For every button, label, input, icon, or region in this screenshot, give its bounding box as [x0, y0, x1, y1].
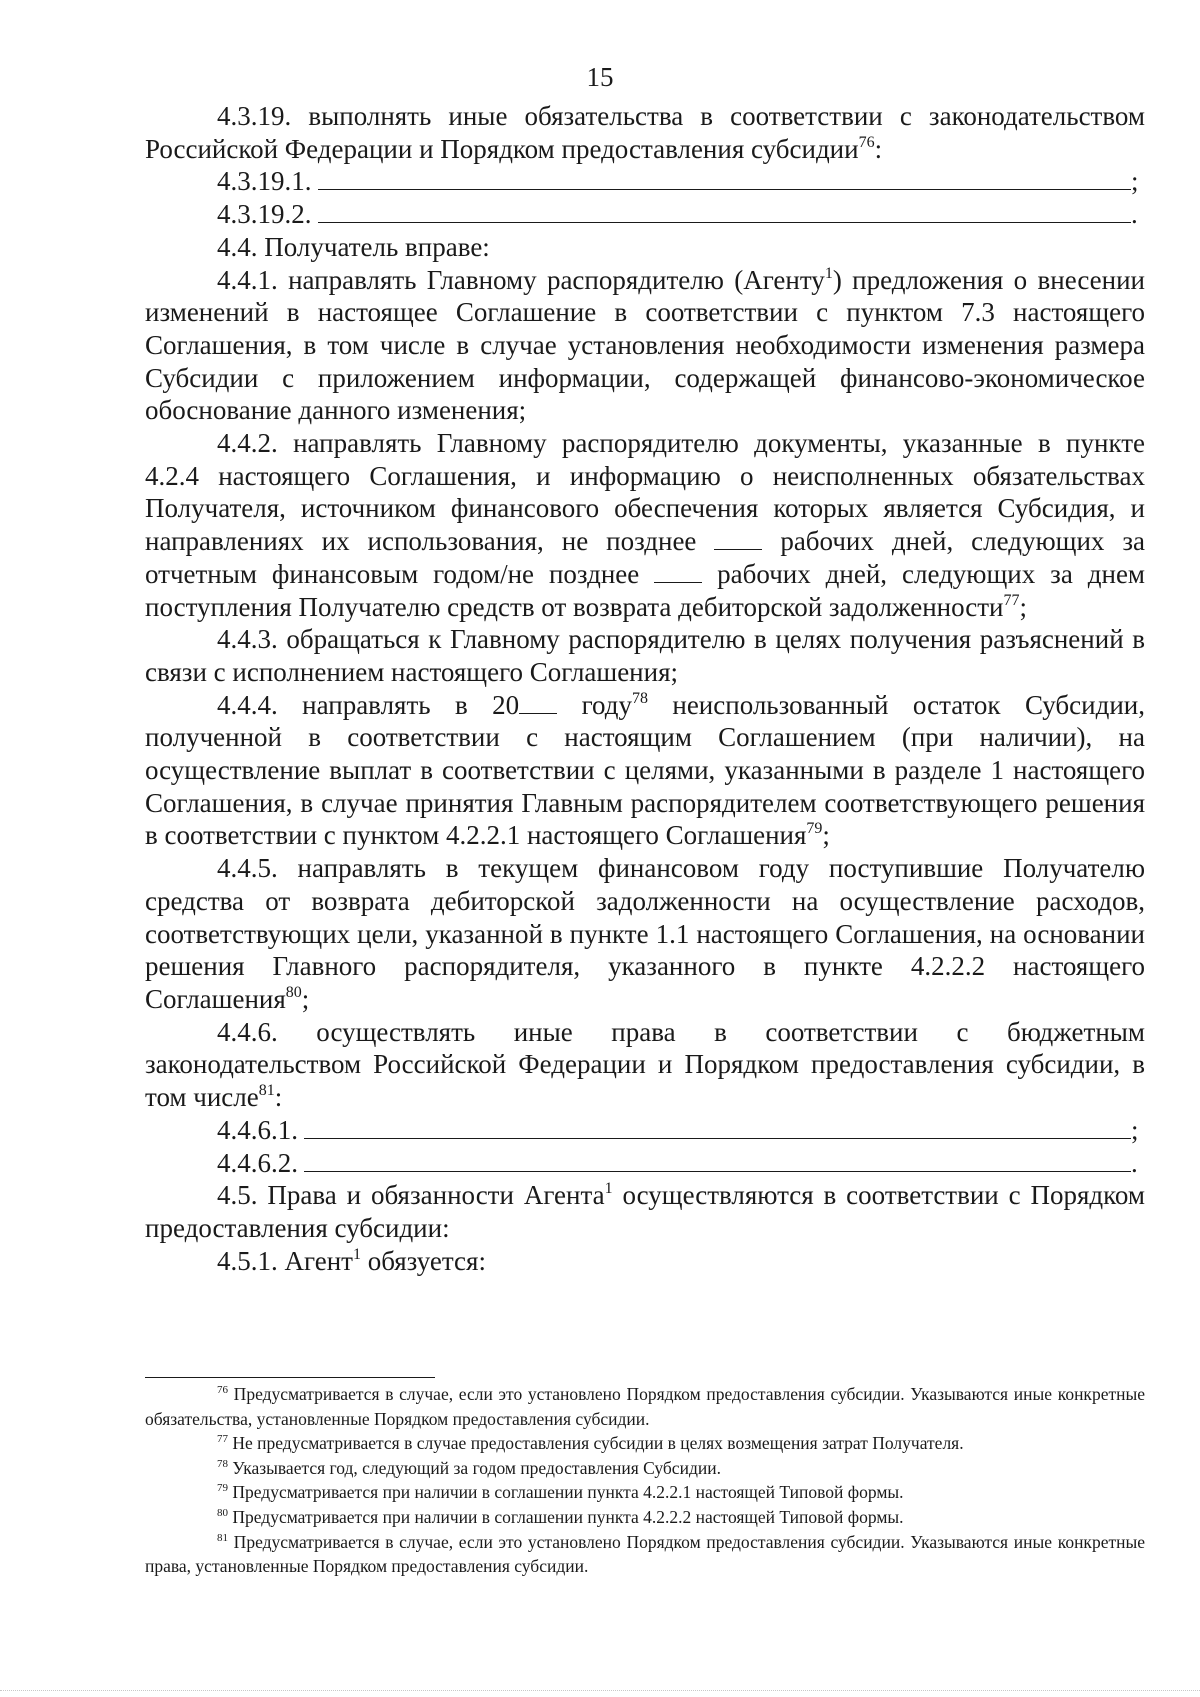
blank-line-4-4-6-2: 4.4.6.2. .: [217, 1147, 1138, 1178]
blank-fill: [304, 1151, 1131, 1172]
footnote-80: $^{80}$ Предусматривается при наличии в соглашении пункта 4.2.2.2 настоящей Типовой формы.: [217, 1506, 904, 1527]
paragraph-4-4-3: 4.4.3. обращаться к Главному распорядителю в целях получения разъяснений в связи с исполнением настоящего Соглашения;: [145, 624, 1145, 687]
blank-fill: [318, 169, 1132, 190]
footnote-81: $^{81}$ Предусматривается в случае, если это установлено Порядком предоставления субсидии. Указываются иные конкретные права, установленные Порядком предоставления субсидии.: [145, 1531, 1145, 1577]
paragraph-4-4: 4.4. Получатель вправе:: [217, 231, 490, 262]
footnote-ref-78: 78: [631, 689, 648, 707]
blank-fill: [318, 202, 1132, 223]
blank-fill: [304, 1118, 1131, 1139]
footnote-ref-1: 1: [824, 264, 833, 282]
paragraph-4-5-1: 4.5.1. Агент$^1$ обязуется:: [217, 1245, 486, 1276]
paragraph-4-4-4: 4.4.4. направлять в 20 году$^{78}$ неиспользованный остаток Субсидии, полученной в соответствии с настоящим Соглашением (при наличии), на осуществление выплат в соответствии с целями, указанными в разделе 1 настоящего Соглашения, в случае принятия Главным распорядителем соответствующего решения в соответствии с пунктом 4.2.2.1 настоящего Соглашения$^{79}$;: [145, 689, 1145, 851]
page-number: 15: [586, 62, 614, 92]
footnote-79: $^{79}$ Предусматривается при наличии в соглашении пункта 4.2.2.1 настоящей Типовой формы.: [217, 1482, 904, 1503]
blank-year: [519, 695, 557, 714]
paragraph-4-4-5: 4.4.5. направлять в текущем финансовом году поступившие Получателю средства от возврата дебиторской задолженности на осуществление расходов, соответствующих цели, указанной в пункте 1.1 настоящего Соглашения, на основании решения Главного распорядителя, указанного в пункте 4.2.2.2 настоящего Соглашения$^{80}$;: [145, 853, 1145, 1014]
blank-line-4-3-19-2: 4.3.19.2. .: [217, 199, 1138, 230]
paragraph-4-4-6: 4.4.6. осуществлять иные права в соответствии с бюджетным законодательством Российской Федерации и Порядком предоставления субсидии, в том числе$^{81}$:: [145, 1016, 1145, 1113]
paragraph-4-3-19: 4.3.19. выполнять иные обязательства в соответствии с законодательством Российской Федерации и Порядком предоставления субсидии$^{76}$:: [145, 101, 1145, 164]
scan-edge: [0, 1690, 1200, 1691]
footnote-ref-80: 80: [285, 983, 302, 1001]
paragraph-4-4-2: 4.4.2. направлять Главному распорядителю документы, указанные в пункте 4.2.4 настоящего Соглашения, и информацию о неисполненных обязательствах Получателя, источником финансового обеспечения которых является Субсидия, и направлениях их использования, не позднее рабочих дней, следующих за отчетным финансовым годом/не позднее рабочих дней, следующих за днем поступления Получателю средств от возврата дебиторской задолженности$^{77}$;: [145, 428, 1146, 622]
blank-days-1: [714, 531, 762, 550]
footnote-separator: [145, 1377, 435, 1378]
paragraph-4-5: 4.5. Права и обязанности Агента$^1$ осуществляются в соответствии с Порядком предоставления субсидии:: [145, 1180, 1145, 1243]
footnote-ref-76: 76: [858, 133, 875, 151]
footnote-ref-1: 1: [604, 1180, 613, 1198]
paragraph-4-4-1: 4.4.1. направлять Главному распорядителю (Агенту$^1$) предложения о внесении изменений в настоящее Соглашение в соответствии с пунктом 7.3 настоящего Соглашения, в том числе в случае установления необходимости изменения размера Субсидии с приложением информации, содержащей финансово-экономическое обоснование данного изменения;: [145, 264, 1145, 426]
blank-line-4-3-19-1: 4.3.19.1. ;: [217, 166, 1139, 197]
footnote-ref-1: 1: [352, 1245, 361, 1263]
blank-days-2: [654, 564, 702, 583]
footnote-ref-79: 79: [806, 820, 823, 838]
footnote-77: $^{77}$ Не предусматривается в случае предоставления субсидии в целях возмещения затрат Получателя.: [217, 1433, 964, 1454]
footnote-ref-77: 77: [1003, 591, 1020, 609]
document-body: [145, 100, 1145, 1277]
footnote-ref-81: 81: [258, 1082, 275, 1100]
footnote-76: $^{76}$ Предусматривается в случае, если это установлено Порядком предоставления субсидии. Указываются иные конкретные обязательства, установленные Порядком предоставления субсидии.: [145, 1384, 1145, 1429]
footnotes: [145, 1382, 1145, 1579]
blank-line-4-4-6-1: 4.4.6.1. ;: [217, 1114, 1139, 1145]
footnote-78: $^{78}$ Указывается год, следующий за годом предоставления Субсидии.: [217, 1457, 721, 1478]
